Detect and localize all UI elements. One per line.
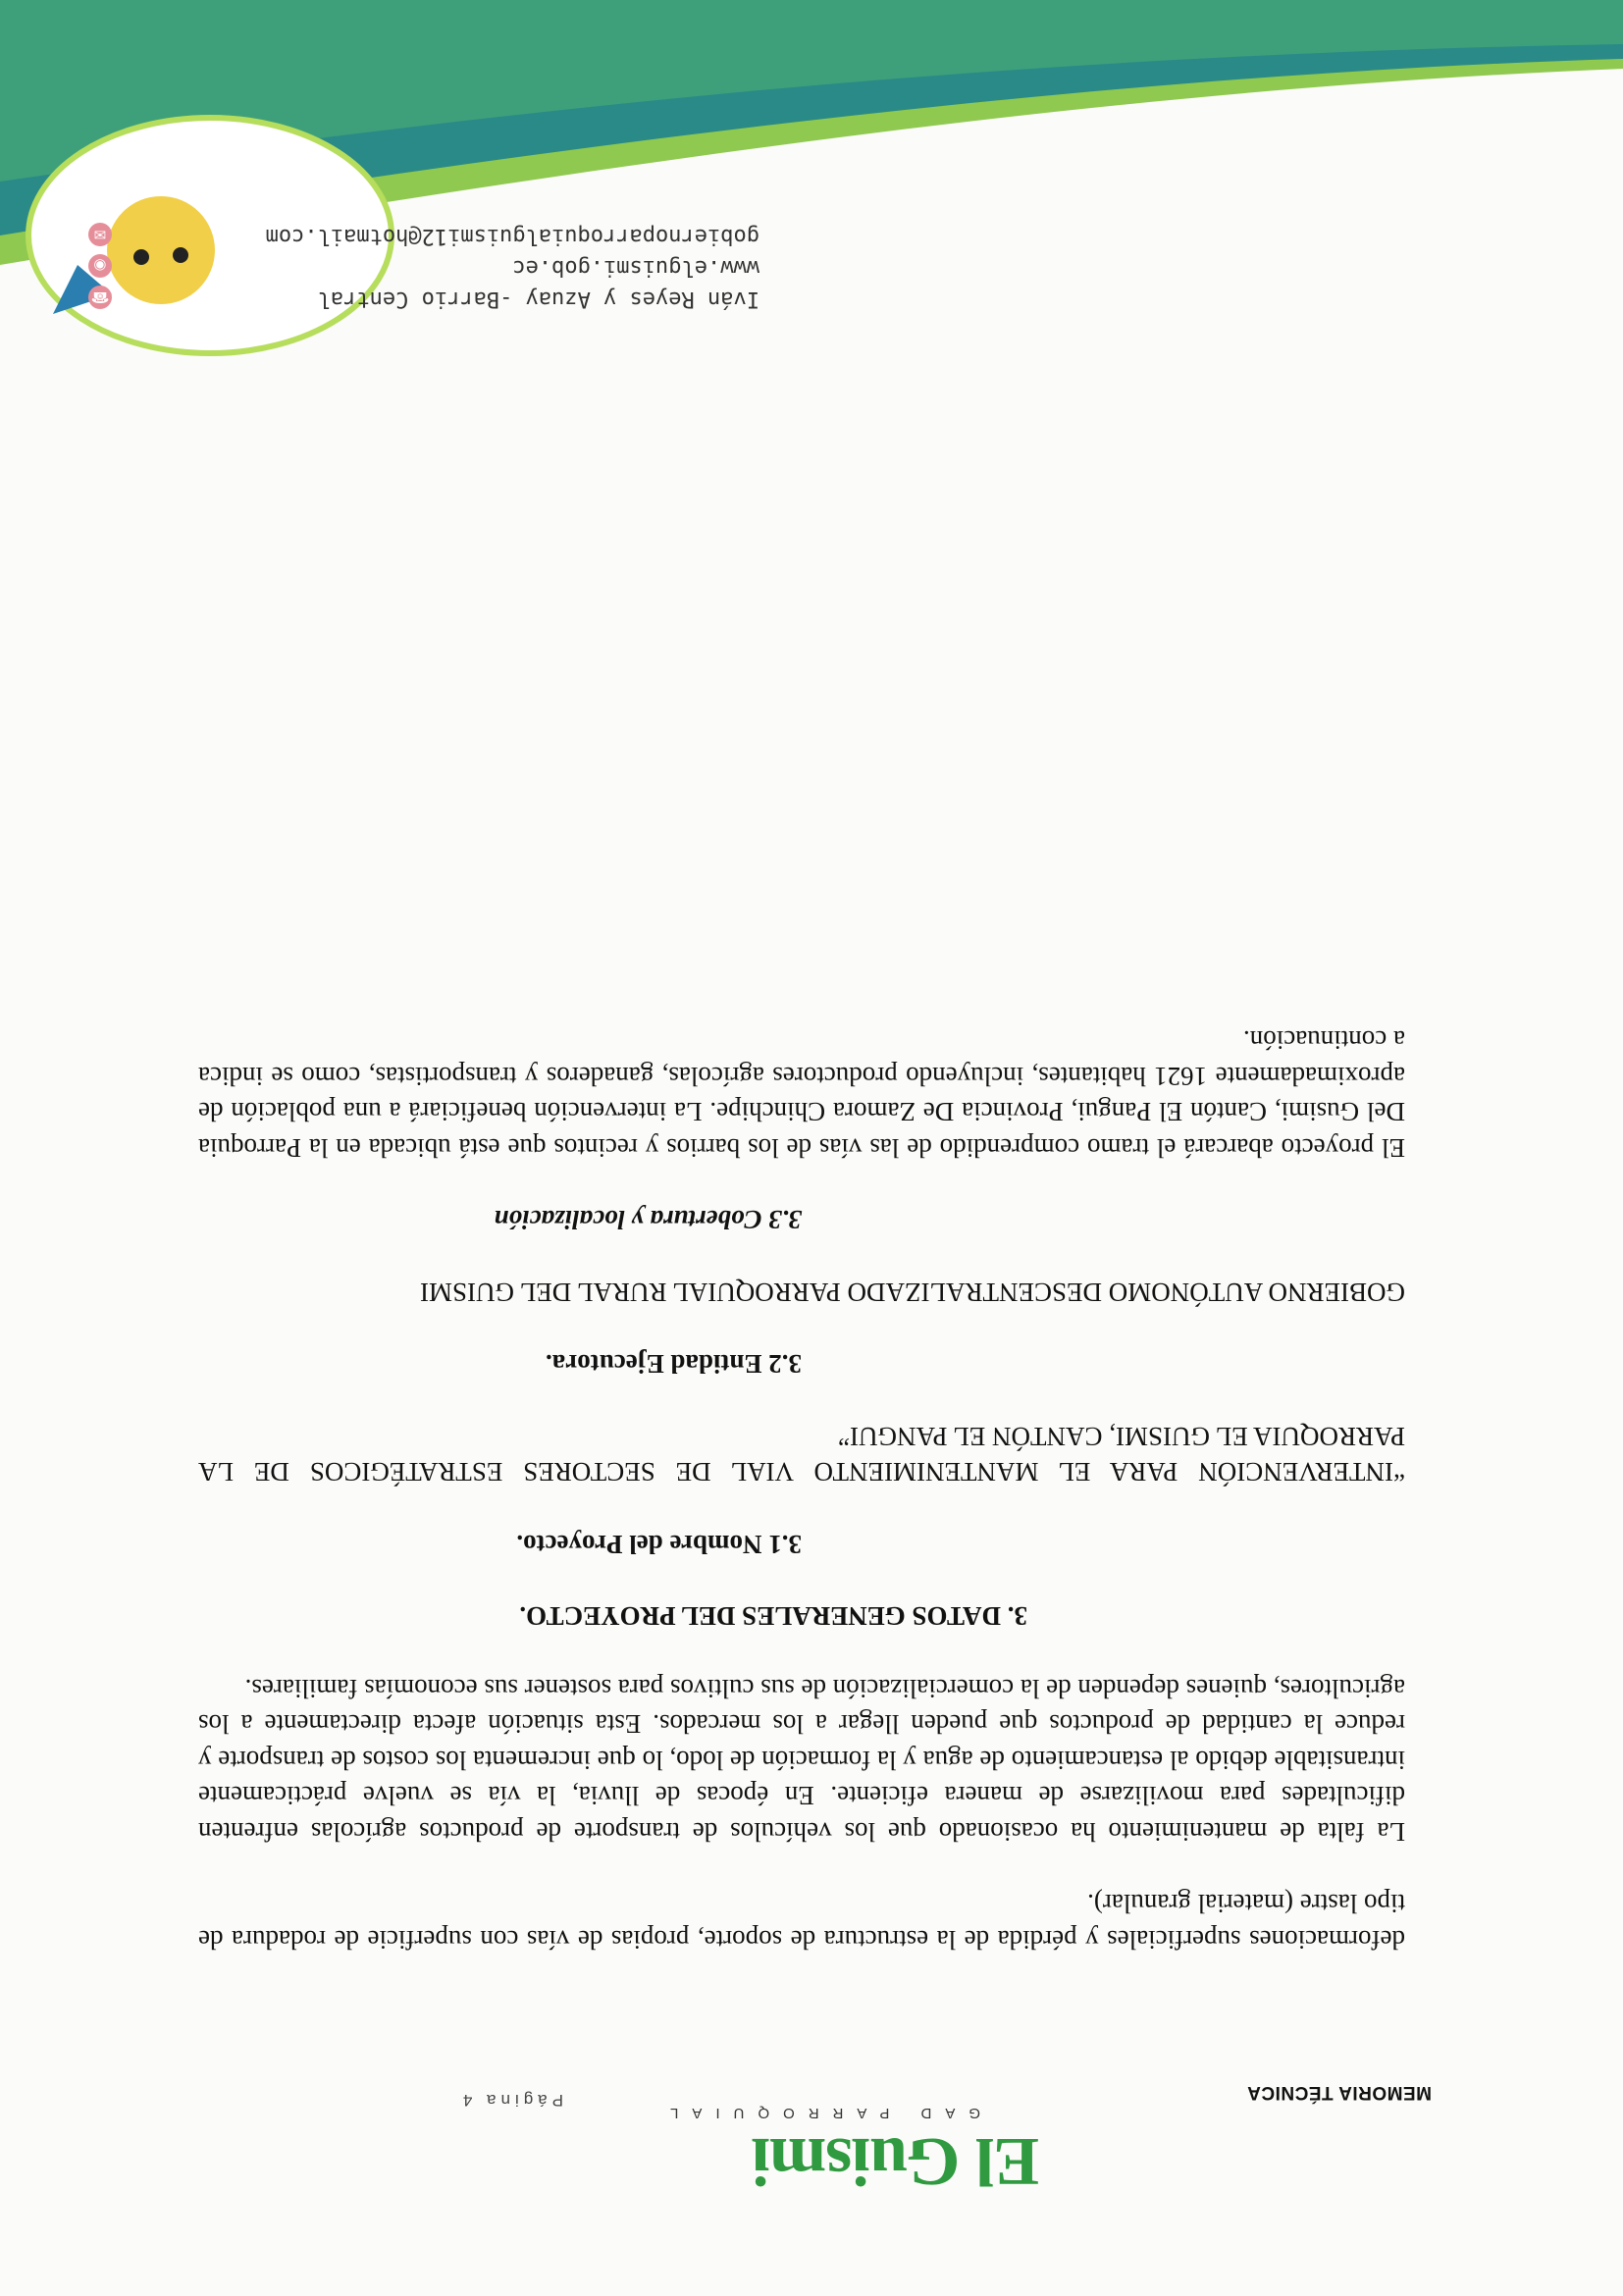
web-icon: ◉ xyxy=(88,254,112,278)
coverage-paragraph: El proyecto abarcará el tramo comprendido de las vías de los barrios y recintos que está ubicada en la Parroquia Del Gusimi, Cantón El Pangui, Provincia De Zamora Chinchipe. La intervención beneficiará a una población de aproximadamente 1621 habitantes, incluyendo productores agrícolas, ganaderos y transportistas, como se indica a continuación. xyxy=(198,1025,1405,1163)
memoria-tecnica-header: MEMORIA TÉCNICA xyxy=(1246,2082,1432,2103)
paragraph-problem: La falta de mantenimiento ha ocasionado que los vehículos de transporte de productos agrícolas enfrenten dificultades para movilizarse de manera eficiente. En épocas de lluvia, la vía se vuelve prácticamente intransitable debido al estancamiento de agua y la formación de lodo, lo que incrementa los costos de transporte y reduce la cantidad de productos que pueden llegar a los mercados. Esta situación afecta directamente a los agricultores, quienes dependen de la comercialización de sus cultivos para sostener sus economías familiares. xyxy=(198,1674,1405,1847)
paragraph-intro: deformaciones superficiales y pérdida de la estructura de soporte, propias de vías con superficie de rodadura de tipo lastre (material granular). xyxy=(198,1889,1405,1955)
executing-entity: GOBIERNO AUTÓNOMO DESCENTRALIZADO PARROQUIAL RURAL DEL GUISMI xyxy=(420,1278,1405,1307)
document-body xyxy=(198,1022,1405,1957)
page-number: Página 4 xyxy=(457,2091,563,2110)
footer-email[interactable]: gobiernoparroquialguismi12@hotmail.com xyxy=(265,224,759,248)
subsection-1-title: 3.1 Nombre del Proyecto. xyxy=(516,1530,802,1559)
subsection-3-title: 3.3 Cobertura y localización xyxy=(494,1205,802,1235)
mail-icon: ✉ xyxy=(88,223,112,246)
project-name: “INTERVENCIÓN PARA EL MANTENIMIENTO VIAL DE SECTORES ESTRATÉGICOS DE LA PARROQUIA EL GUISMI, CANTÓN EL PANGUI” xyxy=(198,1422,1405,1487)
logo-wordmark: El Guismi xyxy=(752,2123,1039,2199)
phone-icon: ☎ xyxy=(88,286,112,309)
footer-band xyxy=(0,0,1623,383)
subsection-2-title: 3.2 Entidad Ejecutora. xyxy=(545,1349,802,1380)
logo-subtitle: GAD PARROQUIAL xyxy=(656,2105,980,2121)
footer-address: Iván Reyes y Azuay -Barrio Central xyxy=(317,287,759,311)
section-title: 3. DATOS GENERALES DEL PROYECTO. xyxy=(519,1601,1027,1632)
footer-website[interactable]: www.elguismi.gob.ec xyxy=(512,255,759,280)
gad-logo xyxy=(588,2080,1039,2198)
